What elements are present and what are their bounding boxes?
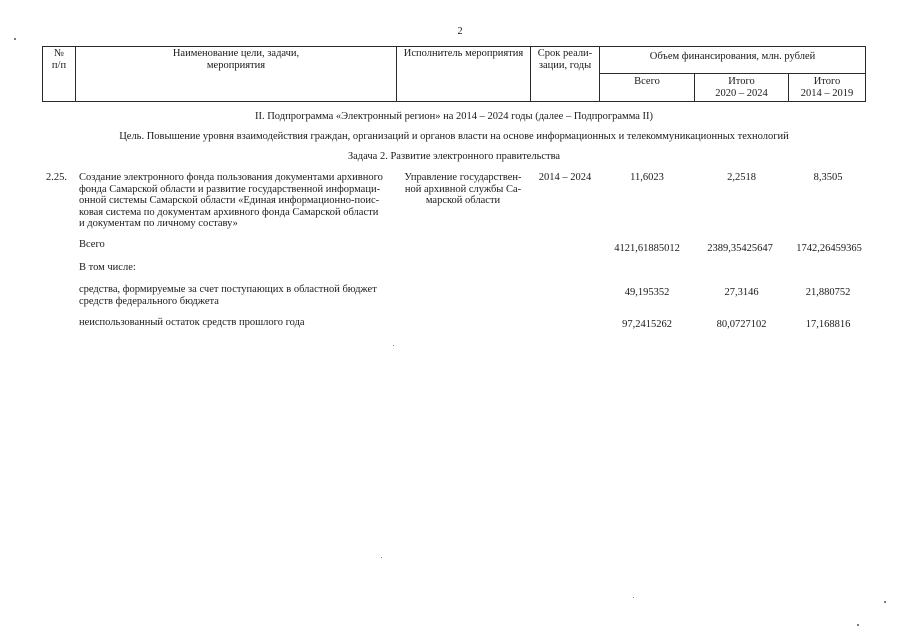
header-number: № п/п [51,48,67,71]
goal-title: Цель. Повышение уровня взаимодействия граждан, организаций и органов власти на основе информационных и телекоммуникационных технологий [119,131,789,142]
header-total: Всего [634,76,660,87]
summary-total-label: Всего [79,239,105,250]
summary-federal-total: 49,195352 [624,287,670,298]
row-term: 2014 – 2024 [538,172,592,183]
row-total-2020-2024: 2,2518 [727,172,756,183]
page-number: 2 [457,26,463,37]
row-executor: Управление государствен- ной архивной службы Са- марской области [404,172,522,206]
summary-unused-total: 97,2415262 [622,319,672,330]
summary-unused-2014-2019: 17,168816 [805,319,851,330]
header-term: Срок реали- зации, годы [537,48,593,71]
scan-speck [857,624,859,626]
summary-total-2020-2024: 2389,35425647 [707,243,773,254]
summary-unused-2020-2024: 80,0727102 [716,319,767,330]
row-total-2014-2019: 8,3505 [813,172,843,183]
row-number: 2.25. [46,172,67,183]
header-name: Наименование цели, задачи, мероприятия [172,48,300,71]
header-executor: Исполнитель мероприятия [403,48,524,59]
summary-total-value: 4121,61885012 [614,243,680,254]
header-total-2014-2019: Итого 2014 – 2019 [800,76,854,99]
scan-speck [381,557,382,558]
scan-speck [393,345,394,346]
subprogram-title: II. Подпрограмма «Электронный регион» на 2014 – 2024 годы (далее – Подпрограмма II) [254,111,654,122]
summary-federal-2020-2024: 27,3146 [724,287,759,298]
scan-speck [14,38,16,40]
scan-speck [633,597,634,598]
header-financing: Объем финансирования, млн. рублей [649,51,816,62]
header-total-2020-2024: Итого 2020 – 2024 [715,76,768,99]
summary-total-2014-2019: 1742,26459365 [796,243,862,254]
row-total: 11,6023 [630,172,664,183]
summary-federal-2014-2019: 21,880752 [805,287,851,298]
summary-including-label: В том числе: [79,262,136,273]
scan-speck [884,601,886,603]
summary-federal-label: средства, формируемые за счет поступающих в областной бюджет средств федерального бюджета [79,284,377,307]
task-title: Задача 2. Развитие электронного правительства [347,151,561,162]
row-name: Создание электронного фонда пользования документами архивного фонда Самарской области и развитие государственной информаци- онной системы Самарской области «Единая информационно-поис- ковая система по документам архивного фонда Самарской области и документам по личному составу» [79,172,383,229]
summary-unused-label: неиспользованный остаток средств прошлого года [79,317,305,328]
